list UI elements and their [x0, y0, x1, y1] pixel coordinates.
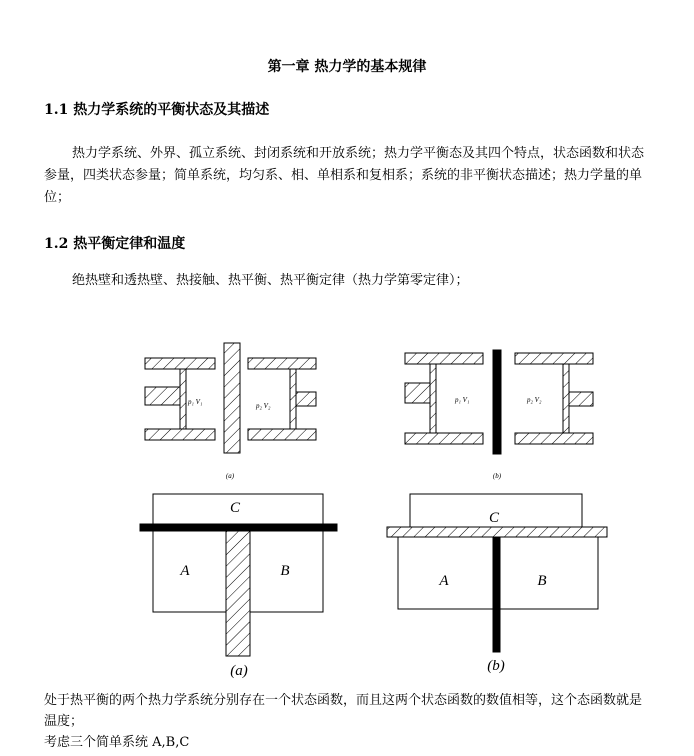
- fig-top-caption-a: (a): [225, 472, 235, 480]
- chapter-title: 第一章 热力学的基本规律: [267, 59, 427, 75]
- fig-b-left-gas-label: p₁ V₁: [455, 396, 470, 404]
- figure-top-a: [145, 343, 316, 453]
- section-body-1-2: 绝热壁和透热壁、热接触、热平衡、热平衡定律（热力学第零定律）；: [72, 273, 469, 288]
- fig-bottom-a-label-b: B: [280, 563, 290, 579]
- last-line-text: 考虑三个简单系统 A,B,C: [44, 735, 190, 750]
- fig-bottom-caption-b: (b): [487, 658, 505, 674]
- fig-a-right-gas-label: p₂ V₂: [256, 402, 271, 410]
- conclusion-text: 处于热平衡的两个热力学系统分别存在一个状态函数，而且这两个状态函数的数值相等，这个态函数就是温度；: [44, 693, 643, 729]
- fig-bottom-caption-a: (a): [230, 663, 248, 679]
- fig-bottom-a-label-a: A: [180, 563, 190, 579]
- fig-b-right-gas-label: p₂ V₂: [527, 396, 542, 404]
- section-heading-1-1: 1.1 热力学系统的平衡状态及其描述: [44, 102, 270, 118]
- fig-a-left-gas-label: p₁ V₁: [188, 398, 203, 406]
- fig-bottom-b-label-c: C: [488, 510, 500, 526]
- figure-bottom-a: [140, 494, 337, 656]
- fig-bottom-b-label-a: A: [439, 573, 449, 589]
- section-heading-1-2: 1.2 热平衡定律和温度: [44, 236, 186, 252]
- fig-bottom-b-label-b: B: [537, 573, 547, 589]
- figure-top-b: [405, 350, 593, 454]
- fig-bottom-a-label-c: C: [229, 500, 241, 516]
- fig-top-caption-b: (b): [492, 472, 502, 480]
- section-body-1-1: 热力学系统、外界、孤立系统、封闭系统和开放系统；热力学平衡态及其四个特点，状态函数和状态参量，四类状态参量；简单系统，均匀系、相、单相系和复相系；系统的非平衡状态描述；热力学量的单位；: [44, 146, 645, 205]
